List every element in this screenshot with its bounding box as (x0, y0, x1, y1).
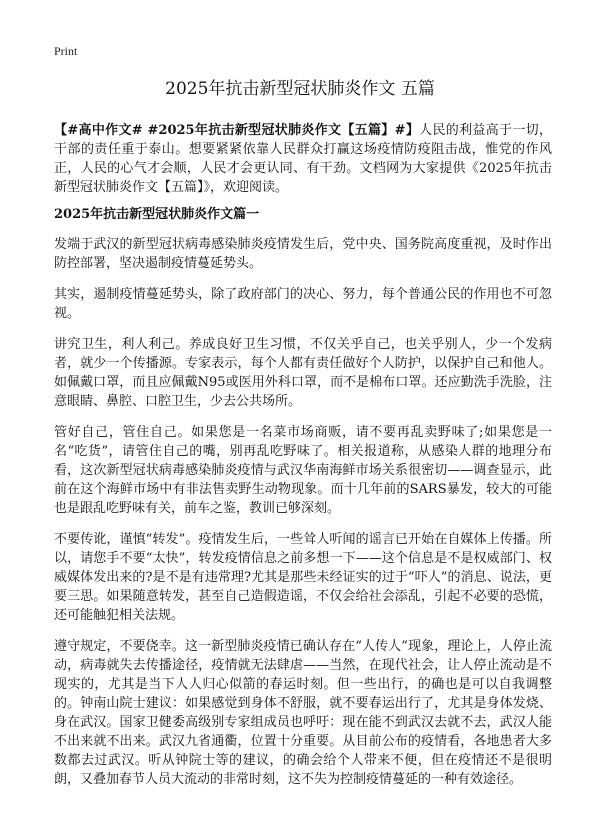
paragraph: 其实，遏制疫情蔓延势头，除了政府部门的决心、努力，每个普通公民的作用也不可忽视。 (54, 287, 552, 321)
intro-text: 人民的利益高于一切，干部的责任重于泰山。想要紧紧依靠人民群众打赢这场疫情防疫阻击战，惟党的作风正，人民的心气才会顺，人民才会更认同、有干劲。文档网为大家提供《2025年抗击新型冠状肺炎作文【五篇】》，欢迎阅读。 (54, 123, 552, 195)
intro-tag: 【#高中作文# #2025年抗击新型冠状肺炎作文【五篇】#】 (54, 123, 420, 138)
paragraph: 遵守规定，不要侥幸。这一新型肺炎疫情已确认存在“人传人”现象，理论上，人停止流动，病毒就失去传播途径，疫情就无法肆虐——当然，在现代社会，让人停止流动是不现实的，尤其是当下人人归心似箭的春运时刻。但一些出行，的确也是可以自我调整的。钟南山院士建议：如果感觉到身体不舒服，就不要春运出行了，尤其是身体发烧、身在武汉。国家卫健委高级别专家组成员也呼吁：现在能不到武汉去就不去，武汉人能不出来就不出来。武汉九省通衢，位置十分重要。从目前公布的疫情看，各地患者大多数都去过武汉。听从钟院士等的建议，的确会给个人带来不便，但在疫情还不是很明朗，又叠加春节人员大流动的非常时刻，这不失为控制疫情蔓延的一种有效途径。 (54, 639, 552, 787)
intro-paragraph (54, 121, 552, 197)
paragraph: 讲究卫生，利人利己。养成良好卫生习惯，不仅关乎自己，也关乎别人，少一个发病者，就少一个传播源。专家表示，每个人都有责任做好个人防护，以保护自己和他人。如佩戴口罩，而且应佩戴N95或医用外科口罩，而不是棉布口罩。还应勤洗手洗脸，注意眼睛、鼻腔、口腔卫生，少去公共场所。 (54, 337, 552, 409)
document-title: 2025年抗击新型冠状肺炎作文 五篇 (165, 79, 435, 99)
paragraph: 不要传讹，谨慎“转发”。疫情发生后，一些耸人听闻的谣言已开始在自媒体上传播。所以，请您手不要“太快”，转发疫情信息之前多想一下——这个信息是不是权威部门、权威媒体发出来的?是不是有违常理?尤其是那些未经证实的过于“吓人”的消息、说法，更要三思。如果随意转发，甚至自己造假造谣，不仅会给社会添乱，引起不必要的恐慌，还可能触犯相关法规。 (54, 532, 552, 623)
section-title: 2025年抗击新型冠状肺炎作文篇一 (54, 207, 260, 222)
print-label: Print (54, 44, 78, 58)
article-body (54, 235, 552, 801)
paragraph: 管好自己，管住自己。如果您是一名菜市场商贩，请不要再乱卖野味了;如果您是一名“吃货”，请管住自己的嘴，别再乱吃野味了。相关报道称，从感染人群的地理分布看，这次新型冠状病毒感染肺炎疫情与武汉华南海鲜市场关系很密切——调查显示，此前在这个海鲜市场中有非法售卖野生动物现象。而十几年前的SARS暴发，较大的可能也是跟乱吃野味有关，前车之鉴，教训已够深刻。 (54, 425, 552, 516)
paragraph: 发端于武汉的新型冠状病毒感染肺炎疫情发生后，党中央、国务院高度重视，及时作出防控部署，坚决遏制疫情蔓延势头。 (54, 237, 552, 271)
